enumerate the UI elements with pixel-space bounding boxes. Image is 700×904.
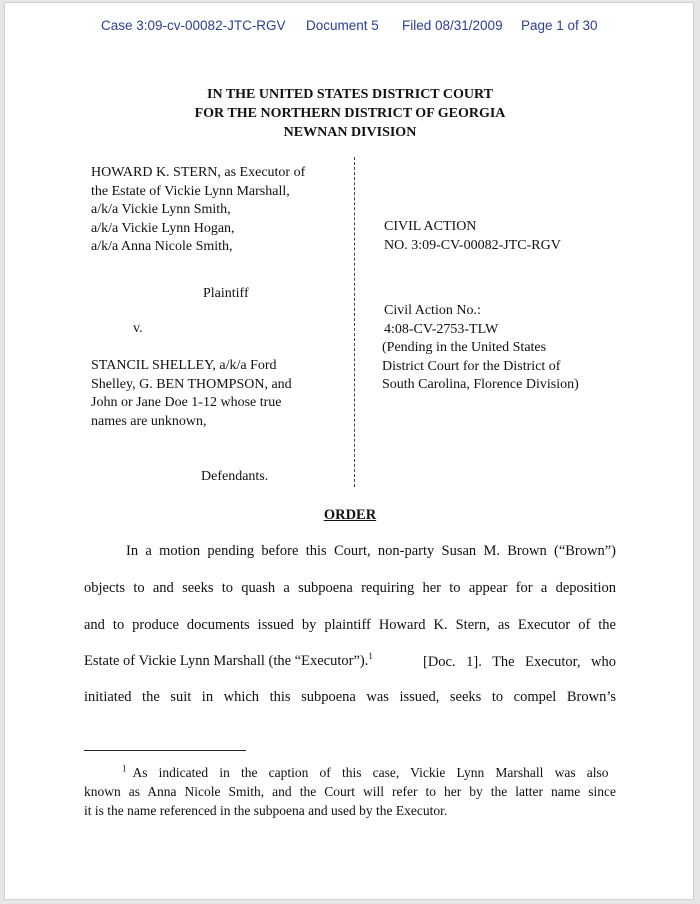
footnote-text: As indicated in the caption of this case, Vickie Lynn Marshall was also <box>132 765 609 780</box>
filed-date: Filed 08/31/2009 <box>402 18 503 33</box>
court-division: NEWNAN DIVISION <box>283 125 417 140</box>
plaintiff-line: HOWARD K. STERN, as Executor of <box>91 165 306 180</box>
defendant-line: Shelley, G. BEN THOMPSON, and <box>91 376 292 392</box>
order-line-text: Estate of Vickie Lynn Marshall (the “Executor”). <box>84 653 369 669</box>
related-action-line: 4:08-CV-2753-TLW <box>384 321 499 337</box>
document-number: Document 5 <box>306 18 379 33</box>
footnote-line <box>122 765 616 781</box>
defendant-line: John or Jane Doe 1-12 whose true <box>91 395 282 410</box>
case-number: Case 3:09-cv-00082-JTC-RGV <box>101 18 286 33</box>
order-line: initiated the suit in which this subpoena was issued, seeks to compel Brown’s <box>84 689 616 705</box>
related-action-line: South Carolina, Florence Division) <box>382 377 579 392</box>
footnote-line: it is the name referenced in the subpoena and used by the Executor. <box>84 803 448 818</box>
plaintiff-line: a/k/a Anna Nicole Smith, <box>91 239 233 254</box>
order-line-continuation: [Doc. 1]. The Executor, who <box>423 654 616 670</box>
order-line: objects to and seeks to quash a subpoena requiring her to appear for a deposition <box>84 580 616 596</box>
order-line: and to produce documents issued by plaintiff Howard K. Stern, as Executor of the <box>84 617 616 633</box>
defendant-line: STANCIL SHELLEY, a/k/a Ford <box>91 358 277 373</box>
court-heading <box>0 85 700 142</box>
footnote-line: known as Anna Nicole Smith, and the Court will refer to her by the latter name since <box>84 784 616 799</box>
civil-action-label: CIVIL ACTION <box>384 219 477 234</box>
related-action-line: Civil Action No.: <box>384 303 481 318</box>
plaintiff-line: the Estate of Vickie Lynn Marshall, <box>91 183 290 199</box>
related-action-block <box>382 302 579 395</box>
court-name: IN THE UNITED STATES DISTRICT COURT <box>207 87 493 102</box>
plaintiff-line: a/k/a Vickie Lynn Smith, <box>91 202 231 217</box>
civil-action-block <box>384 218 561 255</box>
page-count: Page 1 of 30 <box>521 18 598 33</box>
versus-label: v. <box>133 321 143 336</box>
footnote-number: 1 <box>122 763 127 774</box>
defendants-label: Defendants. <box>201 469 269 484</box>
plaintiff-label: Plaintiff <box>203 286 249 301</box>
order-title: ORDER <box>323 507 377 523</box>
footnote-separator <box>84 750 246 751</box>
defendant-block <box>91 357 292 431</box>
defendant-line: names are unknown, <box>91 413 207 429</box>
civil-action-number: NO. 3:09-CV-00082-JTC-RGV <box>384 237 561 253</box>
order-line: In a motion pending before this Court, non-party Susan M. Brown (“Brown”) <box>126 543 616 559</box>
court-district: FOR THE NORTHERN DISTRICT OF GEORGIA <box>194 106 506 121</box>
plaintiff-block <box>91 164 305 257</box>
footnote-reference[interactable]: 1 <box>368 651 373 662</box>
related-action-line: (Pending in the United States <box>382 340 547 355</box>
caption-divider <box>354 157 355 487</box>
related-action-line: District Court for the District of <box>382 358 561 374</box>
plaintiff-line: a/k/a Vickie Lynn Hogan, <box>91 220 235 236</box>
